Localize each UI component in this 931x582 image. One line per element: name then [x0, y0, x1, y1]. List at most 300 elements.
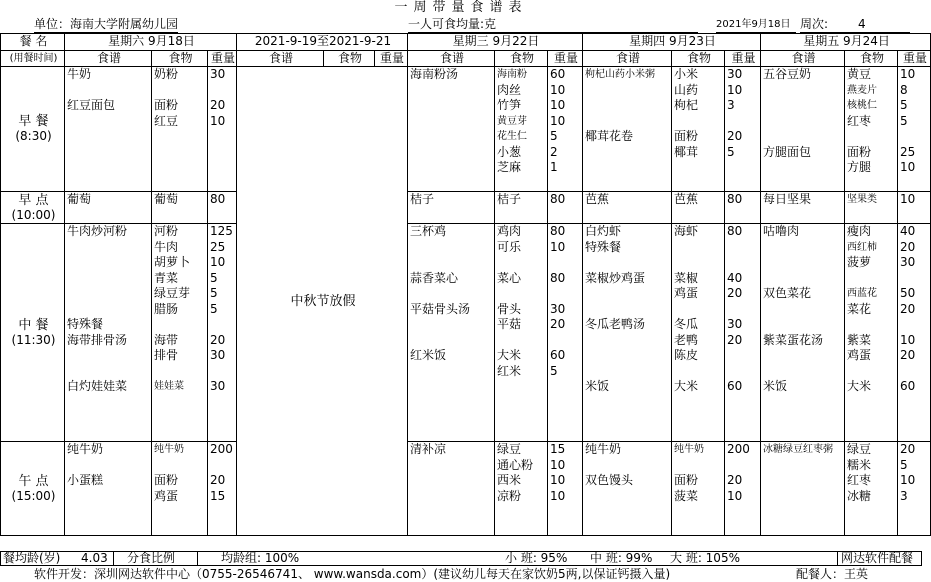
- cell-food: [672, 364, 725, 380]
- menu-table: [0, 33, 931, 536]
- cell-food: [672, 458, 725, 474]
- unit-name: 单位：海南大学附属幼儿园: [34, 17, 179, 31]
- cell-weight: 10: [725, 83, 761, 99]
- cell-recipe: 双色菜花: [761, 286, 845, 302]
- cell-weight: 10: [548, 473, 583, 489]
- cell-food: 红米: [495, 364, 548, 380]
- cell-recipe: 纯牛奶: [583, 442, 672, 458]
- cell-weight: [898, 426, 931, 442]
- cell-recipe: [761, 458, 845, 474]
- sub-header-holiday-recipe: 食谱: [237, 50, 324, 67]
- cell-weight: 5: [208, 302, 237, 318]
- cell-recipe: [583, 395, 672, 411]
- cell-food: 方腿: [845, 160, 898, 176]
- cell-weight: 5: [898, 458, 931, 474]
- cell-food: 红豆: [152, 114, 208, 130]
- cell-food: 菜椒: [672, 271, 725, 287]
- cell-food: [152, 458, 208, 474]
- cell-food: [152, 83, 208, 99]
- cell-recipe: [65, 160, 152, 176]
- cell-recipe: [761, 317, 845, 333]
- cell-food: 小葱: [495, 145, 548, 161]
- cell-weight: 5: [898, 98, 931, 114]
- table-row: [1, 271, 931, 287]
- cell-recipe: [408, 240, 495, 256]
- cell-recipe: [583, 333, 672, 349]
- page-title: 一周带量食谱表: [394, 0, 528, 15]
- cell-recipe: [408, 458, 495, 474]
- table-row: [1, 442, 931, 458]
- cell-food: 葡萄: [152, 192, 208, 208]
- cell-food: [152, 129, 208, 145]
- table-row: [1, 379, 931, 395]
- cell-recipe: [583, 348, 672, 364]
- cell-recipe: [761, 129, 845, 145]
- cell-recipe: 米饭: [761, 379, 845, 395]
- cell-recipe: 三杯鸡: [408, 224, 495, 240]
- cell-food: [152, 176, 208, 192]
- footer-credits: [0, 566, 922, 582]
- meal-name: 中 餐: [18, 317, 49, 333]
- cell-weight: [898, 176, 931, 192]
- cell-recipe: [761, 364, 845, 380]
- cell-food: [152, 426, 208, 442]
- cell-weight: [548, 504, 583, 520]
- cell-food: 面粉: [152, 98, 208, 114]
- cell-food: [495, 410, 548, 426]
- cell-weight: 30: [725, 317, 761, 333]
- cell-weight: [725, 114, 761, 130]
- cell-food: [845, 129, 898, 145]
- cell-weight: [725, 348, 761, 364]
- cell-recipe: 咕噜肉: [761, 224, 845, 240]
- cell-food: 黄豆芽: [495, 114, 548, 130]
- brand-label: 网达软件配餐: [841, 551, 914, 565]
- cell-recipe: [761, 520, 845, 536]
- cell-weight: 10: [548, 114, 583, 130]
- cell-food: [495, 333, 548, 349]
- cell-recipe: [583, 145, 672, 161]
- cell-recipe: [408, 176, 495, 192]
- cell-food: 芝麻: [495, 160, 548, 176]
- cell-food: 面粉: [152, 473, 208, 489]
- cell-recipe: [761, 176, 845, 192]
- cell-weight: 200: [725, 442, 761, 458]
- cell-weight: 3: [898, 489, 931, 505]
- table-row: [1, 114, 931, 130]
- table-row: [1, 410, 931, 426]
- cell-recipe: [408, 473, 495, 489]
- cell-recipe: [65, 520, 152, 536]
- cell-recipe: [408, 426, 495, 442]
- cell-weight: 10: [898, 160, 931, 176]
- cell-weight: 25: [208, 240, 237, 256]
- cell-food: [672, 395, 725, 411]
- cell-food: 绿豆: [845, 442, 898, 458]
- table-row: [1, 458, 931, 474]
- cell-recipe: 桔子: [408, 192, 495, 208]
- cell-weight: [725, 208, 761, 224]
- cell-recipe: [65, 364, 152, 380]
- cell-recipe: [65, 286, 152, 302]
- cell-food: [495, 208, 548, 224]
- cell-food: 绿豆芽: [152, 286, 208, 302]
- footer-stats: [0, 551, 922, 566]
- cell-recipe: [761, 302, 845, 318]
- cell-weight: 10: [725, 489, 761, 505]
- cell-weight: [548, 333, 583, 349]
- cell-weight: 10: [208, 114, 237, 130]
- cell-food: [672, 504, 725, 520]
- cell-food: 排骨: [152, 348, 208, 364]
- cell-food: [495, 286, 548, 302]
- cell-weight: [208, 83, 237, 99]
- cell-weight: 60: [548, 67, 583, 83]
- cell-food: 竹笋: [495, 98, 548, 114]
- table-row: [1, 504, 931, 520]
- cell-weight: [548, 426, 583, 442]
- cell-recipe: 白灼娃娃菜: [65, 379, 152, 395]
- cell-weight: 50: [898, 286, 931, 302]
- cell-weight: [548, 379, 583, 395]
- cell-recipe: [761, 255, 845, 271]
- cell-recipe: 平菇骨头汤: [408, 302, 495, 318]
- sub-header-fri-weight: 重量: [898, 50, 931, 67]
- cell-food: 腊肠: [152, 302, 208, 318]
- cell-food: 绿豆: [495, 442, 548, 458]
- cell-weight: [725, 176, 761, 192]
- cell-weight: [898, 410, 931, 426]
- table-row: [1, 145, 931, 161]
- cell-weight: 1: [548, 160, 583, 176]
- meal-label: [1, 224, 65, 442]
- cell-recipe: [65, 208, 152, 224]
- cell-food: 鸡蛋: [672, 286, 725, 302]
- cell-recipe: [583, 489, 672, 505]
- cell-food: 花生仁: [495, 129, 548, 145]
- cell-weight: [208, 520, 237, 536]
- cell-food: 糯米: [845, 458, 898, 474]
- day-header-thu: 星期四 9月23日: [583, 34, 761, 51]
- cell-food: 山药: [672, 83, 725, 99]
- cell-weight: [898, 520, 931, 536]
- cell-recipe: 牛奶: [65, 67, 152, 83]
- preparer-name: 配餐人：王英: [796, 567, 869, 581]
- cell-food: [495, 255, 548, 271]
- cell-weight: [208, 208, 237, 224]
- ratio-all: 均龄组: 100%: [221, 551, 300, 565]
- cell-weight: 15: [208, 489, 237, 505]
- cell-recipe: [761, 271, 845, 287]
- cell-weight: 125: [208, 224, 237, 240]
- cell-recipe: 小蛋糕: [65, 473, 152, 489]
- cell-weight: [898, 317, 931, 333]
- cell-weight: [725, 302, 761, 318]
- cell-recipe: [408, 504, 495, 520]
- week-number: [800, 17, 910, 33]
- cell-weight: 80: [208, 192, 237, 208]
- cell-weight: [725, 364, 761, 380]
- cell-weight: 5: [548, 364, 583, 380]
- cell-food: 青菜: [152, 271, 208, 287]
- table-row: [1, 255, 931, 271]
- cell-weight: 20: [725, 129, 761, 145]
- cell-food: [672, 240, 725, 256]
- sub-header-wed-recipe: 食谱: [408, 50, 495, 67]
- share-label: 分食比例: [127, 551, 176, 565]
- sub-header-thu-recipe: 食谱: [583, 50, 672, 67]
- cell-weight: [208, 145, 237, 161]
- cell-recipe: 蒜香菜心: [408, 271, 495, 287]
- cell-food: [672, 176, 725, 192]
- cell-food: 坚果类: [845, 192, 898, 208]
- day-header-fri: 星期五 9月24日: [761, 34, 931, 51]
- meal-name: 午 点: [18, 473, 49, 489]
- cell-recipe: 特殊餐: [583, 240, 672, 256]
- cell-weight: 20: [725, 473, 761, 489]
- cell-weight: [898, 395, 931, 411]
- cell-recipe: 菜椒炒鸡蛋: [583, 271, 672, 287]
- cell-food: 燕麦片: [845, 83, 898, 99]
- meal-label: [1, 67, 65, 192]
- table-row: [1, 98, 931, 114]
- cell-weight: 20: [898, 302, 931, 318]
- cell-recipe: 海南粉汤: [408, 67, 495, 83]
- cell-food: [152, 317, 208, 333]
- cell-weight: [548, 286, 583, 302]
- cell-weight: [548, 395, 583, 411]
- cell-recipe: [761, 348, 845, 364]
- cell-food: [672, 255, 725, 271]
- cell-weight: 10: [548, 83, 583, 99]
- table-row: [1, 395, 931, 411]
- cell-recipe: 红米饭: [408, 348, 495, 364]
- sub-header-wed-food: 食物: [495, 50, 548, 67]
- cell-food: 核桃仁: [845, 98, 898, 114]
- cell-recipe: [761, 489, 845, 505]
- cell-weight: [725, 458, 761, 474]
- cell-food: [495, 426, 548, 442]
- cell-weight: 20: [898, 348, 931, 364]
- cell-weight: [548, 520, 583, 536]
- cell-weight: [898, 208, 931, 224]
- cell-food: 通心粉: [495, 458, 548, 474]
- cell-recipe: 红豆面包: [65, 98, 152, 114]
- cell-food: 鸡蛋: [845, 348, 898, 364]
- header-row-days: [1, 34, 931, 51]
- cell-recipe: [408, 255, 495, 271]
- cell-food: 平菇: [495, 317, 548, 333]
- cell-recipe: 椰茸花卷: [583, 129, 672, 145]
- cell-food: 芭蕉: [672, 192, 725, 208]
- cell-food: [845, 426, 898, 442]
- cell-food: 冬瓜: [672, 317, 725, 333]
- cell-recipe: [583, 520, 672, 536]
- cell-food: 菜花: [845, 302, 898, 318]
- cell-food: 纯牛奶: [672, 442, 725, 458]
- cell-weight: 20: [898, 442, 931, 458]
- meal-time-header: (用餐时间): [1, 50, 65, 67]
- cell-weight: [548, 208, 583, 224]
- table-row: [1, 426, 931, 442]
- cell-food: 胡萝卜: [152, 255, 208, 271]
- cell-recipe: [583, 426, 672, 442]
- table-row: [1, 240, 931, 256]
- cell-weight: [208, 410, 237, 426]
- cell-weight: 5: [548, 129, 583, 145]
- meal-time: (15:00): [11, 488, 56, 503]
- cell-food: [845, 317, 898, 333]
- cell-weight: [208, 160, 237, 176]
- cell-weight: [208, 426, 237, 442]
- cell-weight: 10: [548, 240, 583, 256]
- cell-weight: [208, 504, 237, 520]
- cell-food: [495, 176, 548, 192]
- cell-weight: [548, 176, 583, 192]
- cell-recipe: [65, 348, 152, 364]
- cell-weight: 5: [208, 271, 237, 287]
- cell-weight: 15: [548, 442, 583, 458]
- cell-food: 瘦肉: [845, 224, 898, 240]
- cell-recipe: [583, 114, 672, 130]
- cell-recipe: [583, 160, 672, 176]
- cell-food: 枸杞: [672, 98, 725, 114]
- cell-recipe: 芭蕉: [583, 192, 672, 208]
- cell-food: [152, 208, 208, 224]
- meal-time: (10:00): [11, 207, 56, 222]
- cell-food: [672, 426, 725, 442]
- cell-food: [152, 410, 208, 426]
- cell-weight: [898, 271, 931, 287]
- cell-food: 大米: [845, 379, 898, 395]
- table-row: [1, 83, 931, 99]
- table-row: [1, 520, 931, 536]
- developer-note: 软件开发：深圳网达软件中心（0755-26546741、 www.wansda.com）(建议幼儿每天在家饮奶5两,以保证钙摄入量): [34, 567, 671, 581]
- cell-food: [672, 114, 725, 130]
- cell-weight: [725, 520, 761, 536]
- cell-recipe: [408, 145, 495, 161]
- cell-food: 纯牛奶: [152, 442, 208, 458]
- cell-food: 桔子: [495, 192, 548, 208]
- table-row: [1, 302, 931, 318]
- sub-header-fri-food: 食物: [845, 50, 898, 67]
- cell-weight: [208, 317, 237, 333]
- table-row: [1, 160, 931, 176]
- cell-recipe: [408, 333, 495, 349]
- cell-recipe: [408, 395, 495, 411]
- cell-recipe: [408, 286, 495, 302]
- cell-food: [152, 504, 208, 520]
- day-header-sat: 星期六 9月18日: [65, 34, 237, 51]
- cell-recipe: [761, 395, 845, 411]
- cell-recipe: [583, 255, 672, 271]
- cell-recipe: [65, 114, 152, 130]
- table-row: [1, 286, 931, 302]
- age-value: 4.03: [81, 551, 108, 565]
- cell-recipe: 纯牛奶: [65, 442, 152, 458]
- cell-food: [152, 364, 208, 380]
- table-row: [1, 473, 931, 489]
- cell-recipe: [583, 504, 672, 520]
- table-row: [1, 224, 931, 240]
- cell-recipe: [65, 302, 152, 318]
- cell-weight: 30: [208, 379, 237, 395]
- cell-recipe: 冬瓜老鸭汤: [583, 317, 672, 333]
- cell-food: [495, 520, 548, 536]
- cell-weight: [725, 240, 761, 256]
- sub-header-sat-weight: 重量: [208, 50, 237, 67]
- cell-food: [672, 302, 725, 318]
- cell-weight: [725, 504, 761, 520]
- cell-recipe: [761, 98, 845, 114]
- cell-recipe: [408, 364, 495, 380]
- cell-weight: 40: [725, 271, 761, 287]
- cell-recipe: [408, 520, 495, 536]
- cell-weight: 10: [548, 98, 583, 114]
- cell-food: [672, 410, 725, 426]
- cell-recipe: 白灼虾: [583, 224, 672, 240]
- cell-weight: [208, 176, 237, 192]
- cell-recipe: [761, 473, 845, 489]
- cell-food: 西蓝花: [845, 286, 898, 302]
- cell-recipe: 葡萄: [65, 192, 152, 208]
- cell-weight: 80: [548, 271, 583, 287]
- report-date: 2021年9月18日: [716, 17, 796, 33]
- cell-recipe: [65, 410, 152, 426]
- cell-weight: 40: [898, 224, 931, 240]
- meal-name-header: 餐 名: [1, 34, 65, 51]
- cell-food: [845, 208, 898, 224]
- cell-recipe: [408, 98, 495, 114]
- day-header-wed: 星期三 9月22日: [408, 34, 583, 51]
- meal-time: (8:30): [15, 129, 52, 143]
- cell-recipe: [583, 302, 672, 318]
- sub-header-thu-food: 食物: [672, 50, 725, 67]
- cell-food: [845, 271, 898, 287]
- cell-food: 红枣: [845, 114, 898, 130]
- cell-weight: 30: [898, 255, 931, 271]
- cell-recipe: 方腿面包: [761, 145, 845, 161]
- cell-recipe: [408, 410, 495, 426]
- cell-food: 河粉: [152, 224, 208, 240]
- cell-weight: 80: [725, 224, 761, 240]
- cell-food: [152, 145, 208, 161]
- cell-recipe: [65, 176, 152, 192]
- sub-header-sat-food: 食物: [152, 50, 208, 67]
- cell-food: [845, 410, 898, 426]
- cell-recipe: [583, 98, 672, 114]
- cell-weight: [548, 410, 583, 426]
- cell-food: 椰茸: [672, 145, 725, 161]
- cell-weight: [725, 426, 761, 442]
- day-header-holiday: 2021-9-19至2021-9-21: [237, 34, 408, 51]
- cell-weight: 60: [548, 348, 583, 364]
- cell-recipe: 特殊餐: [65, 317, 152, 333]
- ratio-mid: 中 班: 99%: [590, 551, 653, 565]
- cell-weight: [208, 458, 237, 474]
- cell-weight: 5: [725, 145, 761, 161]
- cell-weight: 80: [725, 192, 761, 208]
- table-row: [1, 67, 931, 83]
- table-row: [1, 208, 931, 224]
- cell-weight: 60: [898, 379, 931, 395]
- cell-food: 西米: [495, 473, 548, 489]
- cell-recipe: [408, 317, 495, 333]
- cell-weight: [725, 255, 761, 271]
- meal-name: 早 点: [18, 192, 49, 208]
- cell-weight: 200: [208, 442, 237, 458]
- cell-recipe: [761, 83, 845, 99]
